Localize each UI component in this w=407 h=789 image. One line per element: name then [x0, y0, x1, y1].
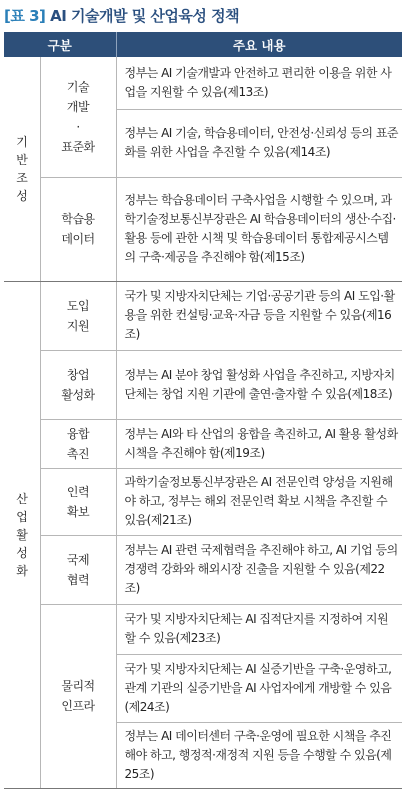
content-cell: 과학기술정보통신부장관은 AI 전문인력 양성을 지원해야 하고, 정부는 해외 전문인력 확보 시책을 추진할 수 있음(제21조) — [116, 468, 402, 535]
subcategory-tech-standard: 기술 개발 · 표준화 — [40, 57, 116, 177]
table-row — [4, 535, 402, 604]
table-row — [4, 177, 402, 281]
policy-table — [4, 32, 402, 789]
table-row — [4, 468, 402, 535]
table-row — [4, 604, 402, 654]
subcategory-convergence: 융합 촉진 — [40, 419, 116, 468]
table-row — [4, 350, 402, 419]
category-industry: 산 업 활 성 화 — [4, 281, 40, 788]
table-title — [4, 5, 239, 26]
header-row — [4, 32, 402, 57]
subcategory-adoption-support: 도입 지원 — [40, 281, 116, 350]
subcategory-international: 국제 협력 — [40, 535, 116, 604]
content-cell: 국가 및 지방자치단체는 AI 집적단지를 지정하여 지원할 수 있음(제23조) — [116, 604, 402, 654]
table-row — [4, 281, 402, 350]
subcategory-startup: 창업 활성화 — [40, 350, 116, 419]
content-cell: 국가 및 지방자치단체는 AI 실증기반을 구축·운영하고, 관계 기관의 실증기반을 AI 사업자에게 개방할 수 있음(제24조) — [116, 654, 402, 722]
content-cell: 국가 및 지방자치단체는 기업·공공기관 등의 AI 도입·활용을 위한 컨설팅·교육·자금 등을 지원할 수 있음(제16조) — [116, 281, 402, 350]
content-cell: 정부는 AI 데이터센터 구축·운영에 필요한 시책을 추진해야 하고, 행정적·재정적 지원 등을 수행할 수 있음(제25조) — [116, 722, 402, 788]
content-cell: 정부는 AI 기술, 학습용데이터, 안전성·신뢰성 등의 표준화를 위한 사업을 추진할 수 있음(제14조) — [116, 109, 402, 177]
content-cell: 정부는 AI 관련 국제협력을 추진해야 하고, AI 기업 등의 경쟁력 강화와 해외시장 진출을 지원할 수 있음(제22조) — [116, 535, 402, 604]
table-row — [4, 419, 402, 468]
header-content: 주요 내용 — [116, 32, 402, 57]
content-cell: 정부는 AI 기술개발과 안전하고 편리한 이용을 위한 사업을 지원할 수 있음(제13조) — [116, 57, 402, 109]
table-number: [표 3] — [4, 7, 46, 25]
subcategory-training-data: 학습용 데이터 — [40, 177, 116, 281]
table-row — [4, 57, 402, 109]
table-title-text: AI 기술개발 및 산업육성 정책 — [50, 7, 240, 25]
subcategory-infrastructure: 물리적 인프라 — [40, 604, 116, 788]
header-category: 구분 — [4, 32, 116, 57]
subcategory-talent: 인력 확보 — [40, 468, 116, 535]
content-cell: 정부는 AI 분야 창업 활성화 사업을 추진하고, 지방자치단체는 창업 지원 기관에 출연·출자할 수 있음(제18조) — [116, 350, 402, 419]
content-cell: 정부는 학습용데이터 구축사업을 시행할 수 있으며, 과학기술정보통신부장관은 AI 학습용데이터의 생산·수집·활용 등에 관한 시책 및 학습용데이터 통합제공시스템의 구축·제공을 추진해야 함(제15조) — [116, 177, 402, 281]
content-cell: 정부는 AI와 타 산업의 융합을 촉진하고, AI 활용 활성화 시책을 추진해야 함(제19조) — [116, 419, 402, 468]
category-foundation: 기 반 조 성 — [4, 57, 40, 281]
